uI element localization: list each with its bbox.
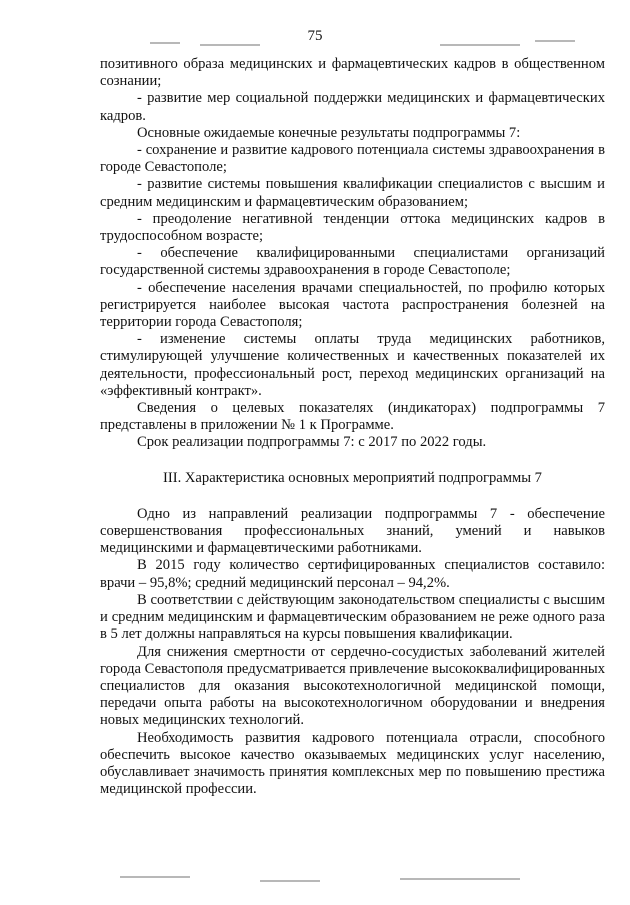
- scan-noise: [150, 42, 180, 44]
- list-item: - развитие мер социальной поддержки медицинских и фармацевтических кадров.: [100, 90, 605, 124]
- scan-noise: [440, 44, 520, 46]
- paragraph: Одно из направлений реализации подпрограммы 7 - обеспечение совершенствования профессиональных знаний, умений и навыков медицинскими и фармацевтическими работниками.: [100, 505, 605, 557]
- list-item: - развитие системы повышения квалификации специалистов с высшим и средним медицинским и фармацевтическим образованием;: [100, 176, 605, 210]
- list-item: - изменение системы оплаты труда медицинских работников, стимулирующей улучшение количественных и качественных показателей их деятельности, профессиональный рост, переход медицинских организаций на «эффективный контракт».: [100, 331, 605, 399]
- scan-noise: [400, 878, 520, 880]
- paragraph: В соответствии с действующим законодательством специалисты с высшим и средним медицинским и фармацевтическим образованием не реже одного раза в 5 лет должны направляться на курсы повышения квалификации.: [100, 591, 605, 643]
- document-body: [100, 56, 605, 798]
- paragraph: Для снижения смертности от сердечно-сосудистых заболеваний жителей города Севастополя предусматривается привлечение высококвалифицированных специалистов для оказания высокотехнологичной медицинской помощи, передачи опыта работы на высокотехнологичном оборудовании и внедрения новых медицинских технологий.: [100, 643, 605, 729]
- paragraph: Срок реализации подпрограммы 7: с 2017 по 2022 годы.: [137, 434, 487, 451]
- paragraph: позитивного образа медицинских и фармацевтических кадров в общественном сознании;: [100, 56, 605, 90]
- list-item: - преодоление негативной тенденции оттока медицинских кадров в трудоспособном возрасте;: [100, 210, 605, 245]
- paragraph: Необходимость развития кадрового потенциала отрасли, способного обеспечить высокое качество оказываемых медицинских услуг населению, обуславливает значимость принятия комплексных мер по повышению престижа медицинской профессии.: [100, 729, 605, 798]
- paragraph: Основные ожидаемые конечные результаты подпрограммы 7:: [137, 124, 521, 141]
- scan-noise: [535, 40, 575, 42]
- list-item: - обеспечение квалифицированными специалистами организаций государственной системы здравоохранения в городе Севастополе;: [100, 245, 605, 279]
- scan-noise: [120, 876, 190, 878]
- paragraph: Сведения о целевых показателях (индикаторах) подпрограммы 7 представлены в приложении № 1 к Программе.: [100, 400, 605, 434]
- section-heading: III. Характеристика основных мероприятий подпрограммы 7: [163, 469, 542, 486]
- list-item: - сохранение и развитие кадрового потенциала системы здравоохранения в городе Севастополе;: [100, 142, 605, 176]
- list-item: - обеспечение населения врачами специальностей, по профилю которых регистрируется наиболее высокая частота распространения болезней на территории города Севастополя;: [100, 279, 605, 331]
- page-number: 75: [307, 28, 323, 44]
- paragraph: В 2015 году количество сертифицированных специалистов составило: врачи – 95,8%; средний медицинский персонал – 94,2%.: [100, 557, 605, 591]
- scan-noise: [260, 880, 320, 882]
- scan-noise: [200, 44, 260, 46]
